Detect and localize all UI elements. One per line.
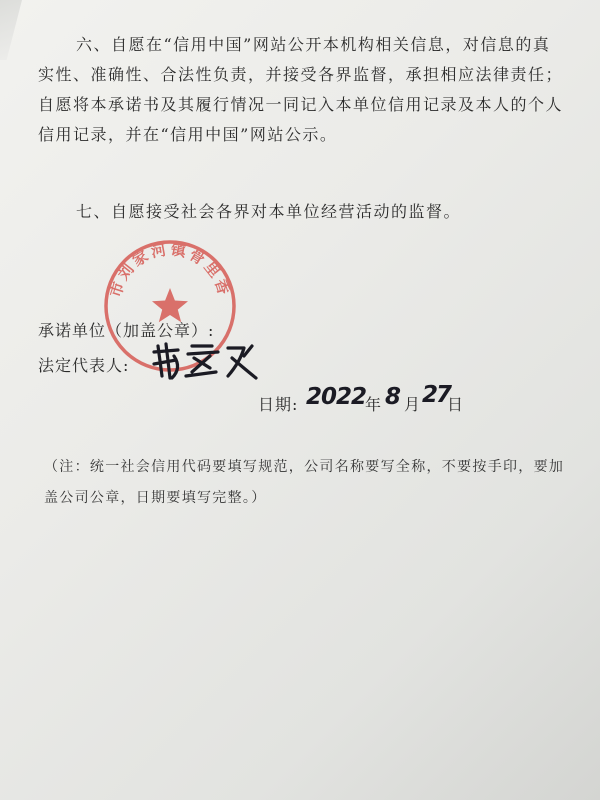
date-year-unit: 年 — [365, 395, 383, 414]
paragraph-seven: 七、自愿接受社会各界对本单位经营活动的监督。 — [76, 202, 462, 221]
date-month-unit: 月 — [404, 395, 422, 414]
handwritten-signature — [148, 338, 260, 384]
handwritten-year: 2022 — [306, 384, 367, 410]
handwritten-day: 27 — [422, 382, 451, 408]
date-label: 日期: — [258, 395, 299, 414]
note-paragraph: （注：统一社会信用代码要填写规范，公司名称要写全称，不要按手印，要加盖公司公章，日期要填写完整。） — [44, 459, 565, 506]
paragraph-six: 六、自愿在“信用中国”网站公开本机构相关信息，对信息的真实性、准确性、合法性负责，并接受各界监督，承担相应法律责任；自愿将本承诺书及其履行情况一同记入本单位信用记录及本人的个人信用记录，并在“信用中国”网站公示。 — [38, 35, 564, 144]
page-fold-shadow — [0, 0, 22, 60]
seal-text: 市刘家河镇骨里香 — [106, 240, 234, 300]
date-day-unit: 日 — [447, 395, 465, 414]
commitment-unit-label: 承诺单位（加盖公章）: — [38, 321, 215, 340]
legal-representative-label: 法定代表人: — [38, 356, 130, 375]
handwritten-month: 8 — [385, 384, 402, 410]
